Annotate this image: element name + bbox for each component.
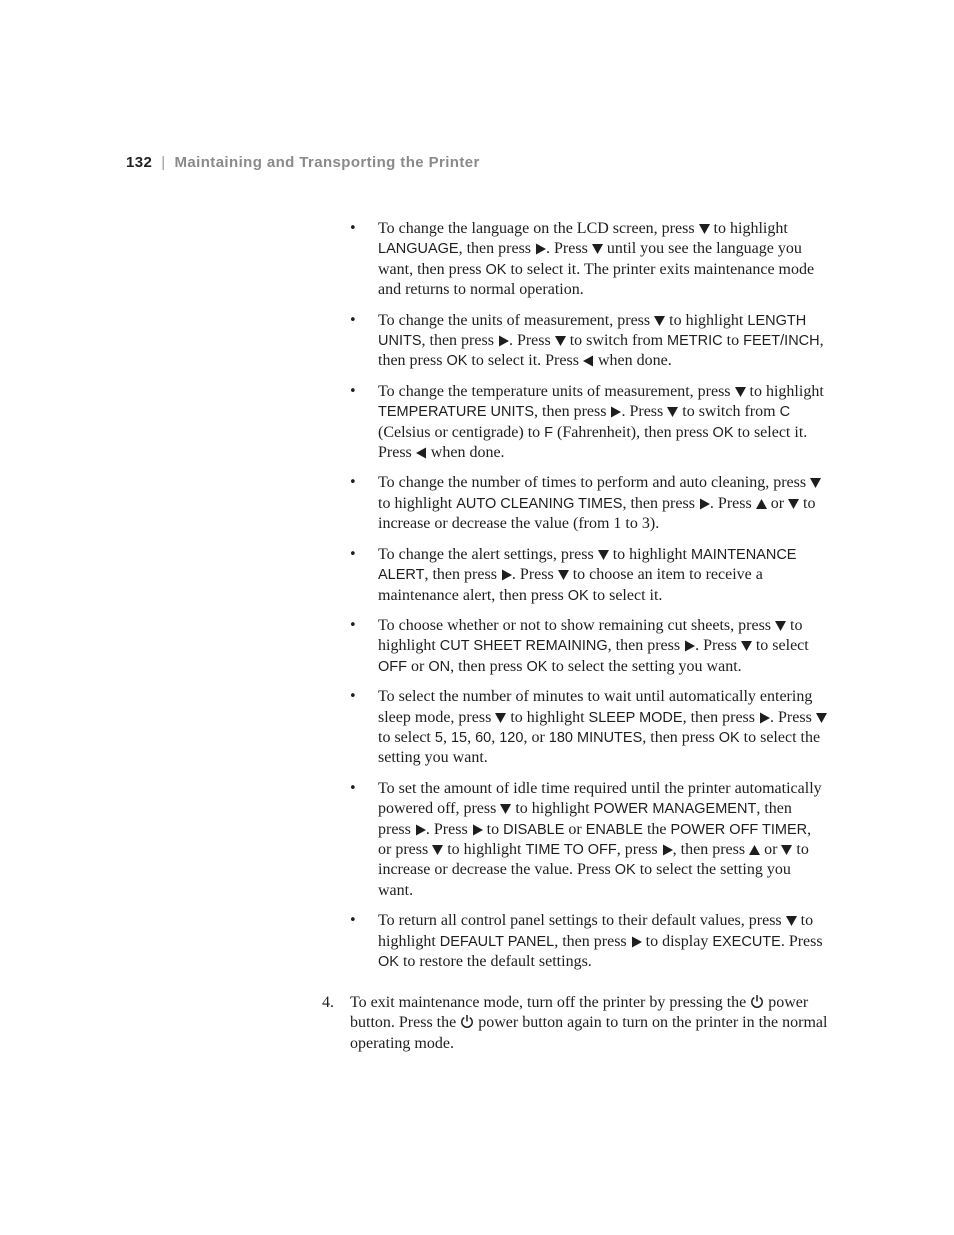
body-text: to select it. Press	[467, 352, 583, 370]
bullet-icon: •	[349, 913, 357, 929]
body-text: . Press	[511, 566, 558, 584]
menu-setting-label: 180 MINUTES	[548, 729, 643, 746]
menu-setting-label: OK	[567, 587, 589, 604]
list-item	[348, 382, 828, 464]
arrow-down-icon	[699, 223, 710, 235]
body-text: ,	[491, 728, 500, 746]
header-separator: |	[161, 154, 166, 171]
body-text: . Press	[709, 494, 756, 512]
body-text: (Celsius or centigrade) to	[378, 423, 545, 441]
body-text: the	[642, 820, 671, 838]
arrow-right-icon	[498, 335, 509, 347]
arrow-down-icon	[735, 386, 746, 398]
list-item	[348, 911, 828, 972]
body-text: to highlight	[378, 494, 457, 512]
body-text: to highlight	[378, 616, 803, 655]
body-text: to increase or decrease the value. Press	[378, 840, 809, 879]
menu-setting-label: ON	[428, 658, 451, 675]
body-text: To change the number of times to perform and auto cleaning, press	[378, 474, 811, 492]
body-text: to choose an item to receive a maintenance alert, then press	[378, 566, 763, 604]
body-text: . Press	[621, 403, 668, 421]
arrow-down-icon	[810, 477, 821, 489]
body-text: To change the units of measurement, press	[378, 311, 655, 329]
menu-setting-label: F	[544, 424, 554, 441]
body-text: to increase or decrease the value (from 1 to 3).	[378, 494, 816, 533]
body-text: or	[760, 840, 782, 858]
power-icon	[460, 1014, 474, 1029]
body-text: ,	[467, 728, 476, 746]
body-text: to highlight	[745, 382, 824, 400]
bullet-icon: •	[349, 689, 357, 705]
body-text: . Press	[546, 240, 592, 258]
body-text: . Press	[770, 708, 816, 726]
menu-setting-label: POWER OFF TIMER	[670, 821, 808, 838]
menu-setting-label: TEMPERATURE UNITS	[378, 404, 535, 421]
menu-setting-label: EXECUTE	[712, 933, 781, 950]
arrow-right-icon	[501, 569, 512, 581]
body-text: To change the alert settings, press	[378, 545, 598, 563]
arrow-down-icon	[667, 406, 678, 418]
body-text: to highlight	[511, 800, 594, 818]
body-text: , then press	[458, 240, 536, 258]
menu-setting-label: OK	[712, 424, 734, 441]
menu-setting-label: 60	[475, 729, 492, 746]
arrow-left-icon	[583, 355, 594, 367]
body-text: , then press	[424, 566, 501, 584]
body-text: , then press	[554, 932, 631, 950]
arrow-down-icon	[816, 712, 827, 724]
body-text: To change the language on the LCD screen, press	[378, 220, 699, 237]
body-text: , then press	[642, 728, 719, 746]
body-text: . Press	[425, 820, 472, 838]
menu-setting-label: OK	[485, 261, 507, 278]
body-text: to select	[751, 637, 809, 655]
running-header	[126, 154, 480, 174]
arrow-down-icon	[495, 712, 506, 724]
body-text: power button again to turn on the printer in the normal operating mode.	[350, 1014, 828, 1052]
body-text: to restore the default settings.	[398, 953, 592, 970]
body-text: , then press	[622, 494, 699, 512]
list-item	[348, 219, 828, 301]
body-text: when done.	[593, 352, 672, 370]
arrow-right-icon	[699, 498, 710, 510]
body-text: . Press	[780, 932, 823, 950]
body-text: To select the number of minutes to wait until automatically entering sleep mode, press	[378, 688, 813, 726]
menu-setting-label: C	[779, 404, 791, 421]
menu-setting-label: ENABLE	[585, 821, 643, 838]
arrow-right-icon	[759, 712, 770, 724]
body-text: to select it. The printer exits maintenance mode and returns to normal operation.	[378, 260, 815, 299]
arrow-down-icon	[788, 498, 799, 510]
body-text: to switch from	[678, 403, 780, 421]
body-text: To set the amount of idle time required until the printer automatically powered off, press	[378, 779, 822, 818]
menu-setting-label: SLEEP MODE	[588, 709, 683, 726]
menu-setting-label: FEET/INCH	[743, 333, 820, 350]
arrow-right-icon	[610, 406, 621, 418]
body-text: to select	[378, 728, 435, 746]
arrow-right-icon	[472, 824, 483, 836]
arrow-down-icon	[500, 803, 511, 815]
power-icon	[750, 994, 764, 1009]
body-text: To choose whether or not to show remaining cut sheets, press	[378, 616, 776, 634]
body-text: or	[407, 657, 429, 675]
body-text: To change the temperature units of measurement, press	[378, 382, 735, 400]
menu-setting-label: TIME TO OFF	[525, 841, 617, 858]
body-text: to highlight	[709, 220, 788, 237]
arrow-down-icon	[598, 549, 609, 561]
step-4	[322, 993, 828, 1054]
body-text: , then press	[534, 403, 611, 421]
bullet-icon: •	[349, 780, 357, 796]
instruction-bullet-list	[348, 219, 828, 982]
body-text: ,	[442, 728, 451, 746]
menu-setting-label: POWER MANAGEMENT	[593, 801, 757, 818]
body-text: to highlight	[378, 912, 814, 950]
menu-setting-label: METRIC	[667, 333, 723, 350]
list-item	[348, 616, 828, 677]
menu-setting-label: OK	[446, 353, 468, 370]
menu-setting-label: AUTO CLEANING TIMES	[456, 495, 623, 512]
body-text: to highlight	[608, 545, 691, 563]
body-text: To exit maintenance mode, turn off the printer by pressing the	[350, 994, 751, 1011]
step-number: 4.	[322, 994, 334, 1011]
body-text: to select the setting you want.	[378, 861, 791, 899]
menu-setting-label: LANGUAGE	[378, 241, 459, 258]
body-text: or	[564, 820, 586, 838]
arrow-down-icon	[555, 335, 566, 347]
list-item	[348, 545, 828, 606]
body-text: , then press	[682, 708, 760, 726]
menu-setting-label: 120	[499, 729, 524, 746]
bullet-icon: •	[349, 221, 357, 236]
list-item	[348, 473, 828, 534]
arrow-up-icon	[749, 844, 760, 856]
arrow-up-icon	[756, 498, 767, 510]
body-text: to highlight	[506, 708, 589, 726]
body-text: (Fahrenheit), then press	[553, 423, 713, 441]
list-item	[348, 311, 828, 372]
arrow-right-icon	[415, 824, 426, 836]
menu-setting-label: OK	[718, 729, 740, 746]
body-text: , then press	[672, 840, 750, 858]
arrow-right-icon	[535, 243, 546, 255]
arrow-down-icon	[432, 844, 443, 856]
bullet-icon: •	[349, 383, 357, 399]
menu-setting-label: DEFAULT PANEL	[439, 933, 555, 950]
menu-setting-label: 15	[450, 729, 468, 746]
body-text: , press	[616, 840, 662, 858]
step-text	[350, 993, 828, 1054]
bullet-icon: •	[349, 475, 357, 491]
body-text: to highlight	[665, 311, 748, 329]
section-title: Maintaining and Transporting the Printer	[174, 154, 480, 171]
arrow-right-icon	[684, 640, 695, 652]
arrow-down-icon	[558, 569, 569, 581]
body-text: , then press	[607, 637, 685, 655]
body-text: . Press	[508, 332, 555, 350]
menu-setting-label: MAINTENANCE ALERT	[378, 546, 797, 584]
body-text: to select the setting you want.	[378, 728, 821, 767]
body-text: to	[482, 820, 504, 838]
body-text: power button. Press the	[350, 994, 809, 1032]
body-text: to select the setting you want.	[547, 657, 742, 675]
list-item	[348, 779, 828, 901]
body-text: To return all control panel settings to their default values, press	[378, 912, 786, 930]
body-text: or	[766, 494, 789, 512]
arrow-down-icon	[775, 620, 786, 632]
body-text: to	[722, 332, 744, 350]
menu-setting-label: OK	[614, 862, 636, 879]
menu-setting-label: OK	[526, 658, 548, 675]
arrow-down-icon	[654, 315, 665, 327]
body-text: to select it. Press	[378, 423, 808, 462]
body-text: , then press	[421, 332, 498, 350]
body-text: , then press	[378, 332, 824, 370]
body-text: to switch from	[565, 332, 668, 350]
menu-setting-label: OFF	[378, 658, 407, 675]
list-item	[348, 687, 828, 769]
arrow-left-icon	[416, 447, 427, 459]
arrow-down-icon	[592, 243, 603, 255]
body-text: to highlight	[443, 840, 526, 858]
menu-setting-label: CUT SHEET REMAINING	[439, 638, 608, 655]
arrow-right-icon	[662, 844, 673, 856]
arrow-down-icon	[786, 915, 797, 927]
menu-setting-label: OK	[378, 954, 399, 970]
body-text: when done.	[426, 444, 505, 462]
body-text: . Press	[695, 637, 741, 655]
arrow-right-icon	[631, 936, 642, 948]
menu-setting-label: 5	[434, 729, 443, 746]
bullet-icon: •	[349, 546, 357, 562]
menu-setting-label: DISABLE	[503, 821, 565, 838]
bullet-icon: •	[349, 617, 357, 633]
body-text: to display	[641, 932, 713, 950]
body-text: , or	[523, 728, 549, 746]
page-number: 132	[126, 154, 153, 171]
arrow-down-icon	[781, 844, 792, 856]
body-text: , then press	[378, 800, 792, 838]
body-text: , or press	[378, 820, 812, 858]
body-text: until you see the language you want, then press	[378, 240, 802, 278]
body-text: , then press	[450, 657, 527, 675]
body-text: to select it.	[588, 586, 663, 604]
menu-setting-label: LENGTH UNITS	[378, 312, 807, 350]
bullet-icon: •	[349, 312, 357, 328]
arrow-down-icon	[741, 640, 752, 652]
